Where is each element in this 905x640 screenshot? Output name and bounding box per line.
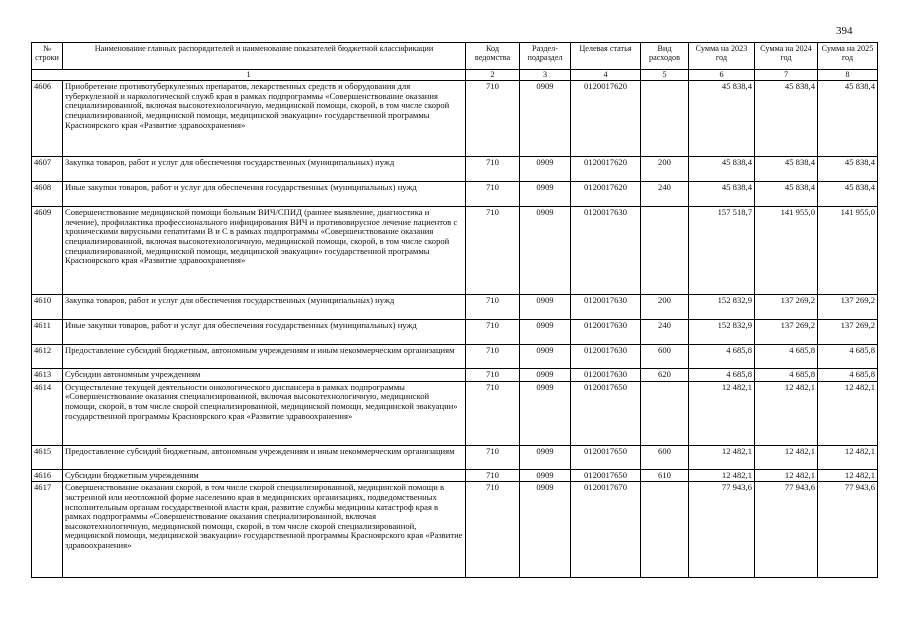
row-sum-2025: 12 482,1 (818, 445, 878, 469)
row-section: 0909 (520, 157, 571, 182)
row-name: Предоставление субсидий бюджетным, автономным учреждениям и иным некоммерческим организациям (63, 445, 466, 469)
row-sum-2025: 4 685,8 (818, 369, 878, 382)
row-department-code: 710 (466, 469, 520, 482)
row-name: Осуществление текущей деятельности онкологического диспансера в рамках подпрограммы «Совершенствование оказания специализированной, включая высокотехнологичную, медицинской помощи, скорой, в том числе скорой специализированной, медицинской помощи, медицинской эвакуации» государственной программы Красноярского края «Развитие здравоохранения» (63, 381, 466, 445)
row-target-article: 0120017630 (571, 320, 641, 345)
row-department-code: 710 (466, 207, 520, 295)
row-expense-type: 610 (641, 469, 689, 482)
row-target-article: 0120017650 (571, 445, 641, 469)
column-number: 8 (818, 70, 878, 81)
row-section: 0909 (520, 369, 571, 382)
column-number: 4 (571, 70, 641, 81)
row-target-article: 0120017630 (571, 369, 641, 382)
row-name: Субсидии бюджетным учреждениям (63, 469, 466, 482)
row-sum-2025: 141 955,0 (818, 207, 878, 295)
row-number: 4606 (32, 81, 63, 157)
row-sum-2024: 141 955,0 (755, 207, 818, 295)
row-sum-2023: 4 685,8 (689, 345, 755, 369)
row-number: 4615 (32, 445, 63, 469)
row-number: 4610 (32, 295, 63, 320)
column-number: 2 (466, 70, 520, 81)
row-expense-type: 620 (641, 369, 689, 382)
header-article: Целевая статья (571, 43, 641, 70)
row-department-code: 710 (466, 295, 520, 320)
row-sum-2023: 77 943,6 (689, 482, 755, 578)
row-expense-type: 600 (641, 345, 689, 369)
row-sum-2024: 12 482,1 (755, 469, 818, 482)
table-row (32, 381, 878, 445)
row-name: Закупка товаров, работ и услуг для обеспечения государственных (муниципальных) нужд (63, 157, 466, 182)
table-row (32, 157, 878, 182)
table-row (32, 445, 878, 469)
row-department-code: 710 (466, 157, 520, 182)
page-number: 394 (836, 25, 853, 37)
row-section: 0909 (520, 482, 571, 578)
row-sum-2023: 152 832,9 (689, 320, 755, 345)
row-name: Иные закупки товаров, работ и услуг для обеспечения государственных (муниципальных) нужд (63, 182, 466, 207)
row-section: 0909 (520, 207, 571, 295)
row-sum-2025: 137 269,2 (818, 295, 878, 320)
row-name: Закупка товаров, работ и услуг для обеспечения государственных (муниципальных) нужд (63, 295, 466, 320)
row-expense-type (641, 381, 689, 445)
row-sum-2025: 45 838,4 (818, 81, 878, 157)
row-target-article: 0120017650 (571, 381, 641, 445)
row-department-code: 710 (466, 445, 520, 469)
header-name: Наименование главных распорядителей и наименование показателей бюджетной классификации (63, 43, 466, 70)
row-section: 0909 (520, 182, 571, 207)
row-target-article: 0120017620 (571, 157, 641, 182)
row-section: 0909 (520, 320, 571, 345)
row-number: 4616 (32, 469, 63, 482)
table-row (32, 345, 878, 369)
row-sum-2024: 45 838,4 (755, 81, 818, 157)
row-department-code: 710 (466, 182, 520, 207)
row-name: Иные закупки товаров, работ и услуг для обеспечения государственных (муниципальных) нужд (63, 320, 466, 345)
column-number: 1 (32, 70, 466, 81)
table-row (32, 81, 878, 157)
row-number: 4607 (32, 157, 63, 182)
column-number-row (32, 70, 878, 81)
header-sum-2023: Сумма на 2023 год (689, 43, 755, 70)
row-number: 4609 (32, 207, 63, 295)
header-row (32, 43, 878, 70)
row-department-code: 710 (466, 320, 520, 345)
row-sum-2024: 45 838,4 (755, 182, 818, 207)
row-name: Субсидии автономным учреждениям (63, 369, 466, 382)
row-target-article: 0120017630 (571, 345, 641, 369)
row-expense-type: 240 (641, 320, 689, 345)
header-sum-2025: Сумма на 2025 год (818, 43, 878, 70)
row-number: 4608 (32, 182, 63, 207)
row-expense-type (641, 482, 689, 578)
row-department-code: 710 (466, 345, 520, 369)
table-row (32, 182, 878, 207)
row-name: Совершенствование медицинской помощи больным ВИЧ/СПИД (раннее выявление, диагностика и лечение), профилактика профессионального инфицирования ВИЧ и противовирусное лечение пациентов с хроническими вирусными гепатитами В и С в рамках подпрограммы «Совершенствование оказания специализированной, включая высокотехнологичную, медицинской помощи, скорой, в том числе скорой специализированной, медицинской помощи, медицинской эвакуации» государственной программы Красноярского края «Развитие здравоохранения» (63, 207, 466, 295)
row-number: 4617 (32, 482, 63, 578)
row-department-code: 710 (466, 81, 520, 157)
row-section: 0909 (520, 445, 571, 469)
row-department-code: 710 (466, 381, 520, 445)
header-section: Раздел-подраздел (520, 43, 571, 70)
row-expense-type: 200 (641, 295, 689, 320)
budget-table (31, 42, 878, 578)
row-sum-2023: 45 838,4 (689, 157, 755, 182)
row-number: 4612 (32, 345, 63, 369)
row-target-article: 0120017620 (571, 81, 641, 157)
row-sum-2023: 12 482,1 (689, 469, 755, 482)
row-number: 4613 (32, 369, 63, 382)
header-num: № строки (32, 43, 63, 70)
row-sum-2024: 137 269,2 (755, 320, 818, 345)
row-target-article: 0120017670 (571, 482, 641, 578)
row-target-article: 0120017630 (571, 207, 641, 295)
row-sum-2025: 45 838,4 (818, 182, 878, 207)
row-name: Приобретение противотуберкулезных препаратов, лекарственных средств и оборудования для туберкулезной и наркологической служб края в рамках подпрограммы «Совершенствование оказания специализированной, включая высокотехнологичную, медицинской помощи, скорой, в том числе скорой специализированной, медицинской помощи, медицинской эвакуации» государственной программы Красноярского края «Развитие здравоохранения» (63, 81, 466, 157)
row-sum-2024: 45 838,4 (755, 157, 818, 182)
row-section: 0909 (520, 469, 571, 482)
table-row (32, 482, 878, 578)
table-row (32, 369, 878, 382)
row-sum-2025: 12 482,1 (818, 381, 878, 445)
row-expense-type: 600 (641, 445, 689, 469)
header-code: Код ведомства (466, 43, 520, 70)
row-sum-2024: 12 482,1 (755, 445, 818, 469)
row-sum-2025: 45 838,4 (818, 157, 878, 182)
row-name: Совершенствование оказания скорой, в том числе скорой специализированной, медицинской помощи в экстренной или неотложной форме населению края в медицинских организациях, подведомственных исполнительным органам государственной власти края, развитие службы медицины катастроф края в рамках подпрограммы «Совершенствование оказания специализированной, включая высокотехнологичную, медицинской помощи, скорой, в том числе скорой специализированной, медицинской помощи, медицинской эвакуации» государственной программы Красноярского края «Развитие здравоохранения» (63, 482, 466, 578)
row-section: 0909 (520, 345, 571, 369)
row-expense-type: 240 (641, 182, 689, 207)
row-sum-2023: 152 832,9 (689, 295, 755, 320)
row-sum-2024: 77 943,6 (755, 482, 818, 578)
row-sum-2025: 137 269,2 (818, 320, 878, 345)
row-sum-2025: 4 685,8 (818, 345, 878, 369)
row-expense-type: 200 (641, 157, 689, 182)
row-target-article: 0120017620 (571, 182, 641, 207)
row-target-article: 0120017650 (571, 469, 641, 482)
row-expense-type (641, 81, 689, 157)
row-sum-2025: 12 482,1 (818, 469, 878, 482)
row-sum-2023: 45 838,4 (689, 81, 755, 157)
header-type: Вид расходов (641, 43, 689, 70)
row-name: Предоставление субсидий бюджетным, автономным учреждениям и иным некоммерческим организациям (63, 345, 466, 369)
row-department-code: 710 (466, 369, 520, 382)
row-sum-2024: 4 685,8 (755, 345, 818, 369)
row-expense-type (641, 207, 689, 295)
row-sum-2024: 137 269,2 (755, 295, 818, 320)
column-number: 5 (641, 70, 689, 81)
row-target-article: 0120017630 (571, 295, 641, 320)
column-number: 7 (755, 70, 818, 81)
row-sum-2023: 4 685,8 (689, 369, 755, 382)
row-number: 4611 (32, 320, 63, 345)
table-row (32, 207, 878, 295)
row-number: 4614 (32, 381, 63, 445)
row-department-code: 710 (466, 482, 520, 578)
row-section: 0909 (520, 295, 571, 320)
row-sum-2023: 157 518,7 (689, 207, 755, 295)
table-row (32, 469, 878, 482)
row-sum-2025: 77 943,6 (818, 482, 878, 578)
row-sum-2024: 12 482,1 (755, 381, 818, 445)
row-sum-2023: 12 482,1 (689, 381, 755, 445)
row-section: 0909 (520, 381, 571, 445)
row-section: 0909 (520, 81, 571, 157)
header-sum-2024: Сумма на 2024 год (755, 43, 818, 70)
table-row (32, 295, 878, 320)
row-sum-2023: 12 482,1 (689, 445, 755, 469)
table-row (32, 320, 878, 345)
row-sum-2024: 4 685,8 (755, 369, 818, 382)
row-sum-2023: 45 838,4 (689, 182, 755, 207)
column-number: 3 (520, 70, 571, 81)
column-number: 6 (689, 70, 755, 81)
